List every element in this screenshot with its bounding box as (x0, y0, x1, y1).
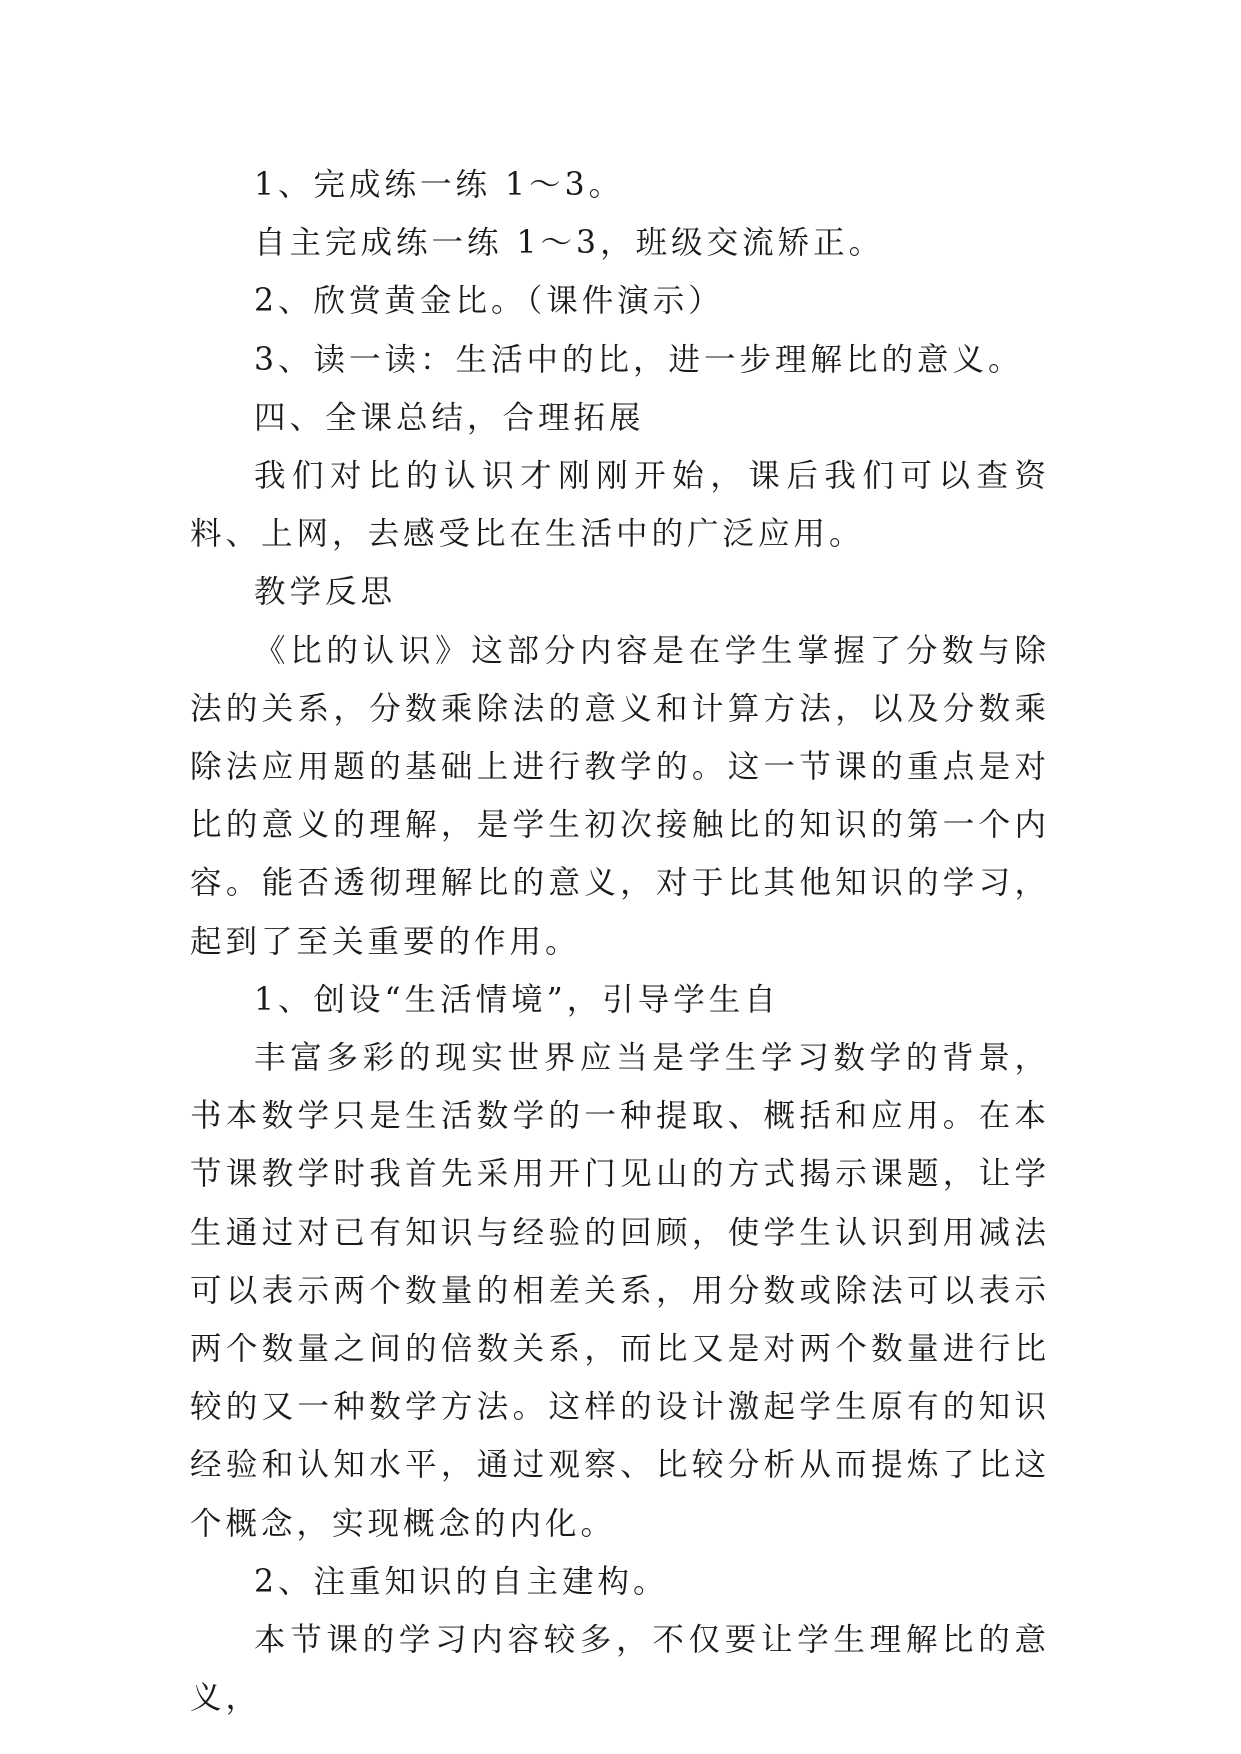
paragraph-self-practice: 自主完成练一练 1～3，班级交流矫正。 (254, 225, 885, 262)
document-body (190, 156, 1050, 1727)
subheading-self-construction: 2、注重知识的自主建构。 (254, 1563, 669, 1600)
paragraph-self-construction: 本节课的学习内容较多，不仅要让学生理解比的意义， (190, 1622, 1050, 1717)
section-heading-reflection: 教学反思 (254, 574, 397, 611)
paragraph-read-ratio-life: 3、读一读：生活中的比，进一步理解比的意义。 (254, 341, 1024, 378)
paragraph-exercise-1: 1、完成练一练 1～3。 (254, 167, 625, 203)
paragraph-golden-ratio: 2、欣赏黄金比。（课件演示） (254, 283, 724, 320)
paragraph-life-situation: 丰富多彩的现实世界应当是学生学习数学的背景，书本数学只是生活数学的一种提取、概括和应用。在本节课教学时我首先采用开门见山的方式揭示课题，让学生通过对已有知识与经验的回顾，使学生认识到用减法可以表示两个数量的相差关系，用分数或除法可以表示两个数量之间的倍数关系，而比又是对两个数量进行比较的又一种数学方法。这样的设计激起学生原有的知识经验和认知水平，通过观察、比较分析从而提炼了比这个概念，实现概念的内化。 (190, 1040, 1050, 1542)
paragraph-summary-text: 我们对比的认识才刚刚开始，课后我们可以查资料、上网，去感受比在生活中的广泛应用。 (190, 458, 1050, 553)
section-heading-summary: 四、全课总结，合理拓展 (254, 399, 645, 436)
subheading-life-situation: 1、创设“生活情境”，引导学生自 (254, 981, 780, 1018)
paragraph-reflection-intro: 《比的认识》这部分内容是在学生掌握了分数与除法的关系，分数乘除法的意义和计算方法，以及分数乘除法应用题的基础上进行教学的。这一节课的重点是对比的意义的理解，是学生初次接触比的知识的第一个内容。能否透彻理解比的意义，对于比其他知识的学习，起到了至关重要的作用。 (190, 632, 1050, 960)
